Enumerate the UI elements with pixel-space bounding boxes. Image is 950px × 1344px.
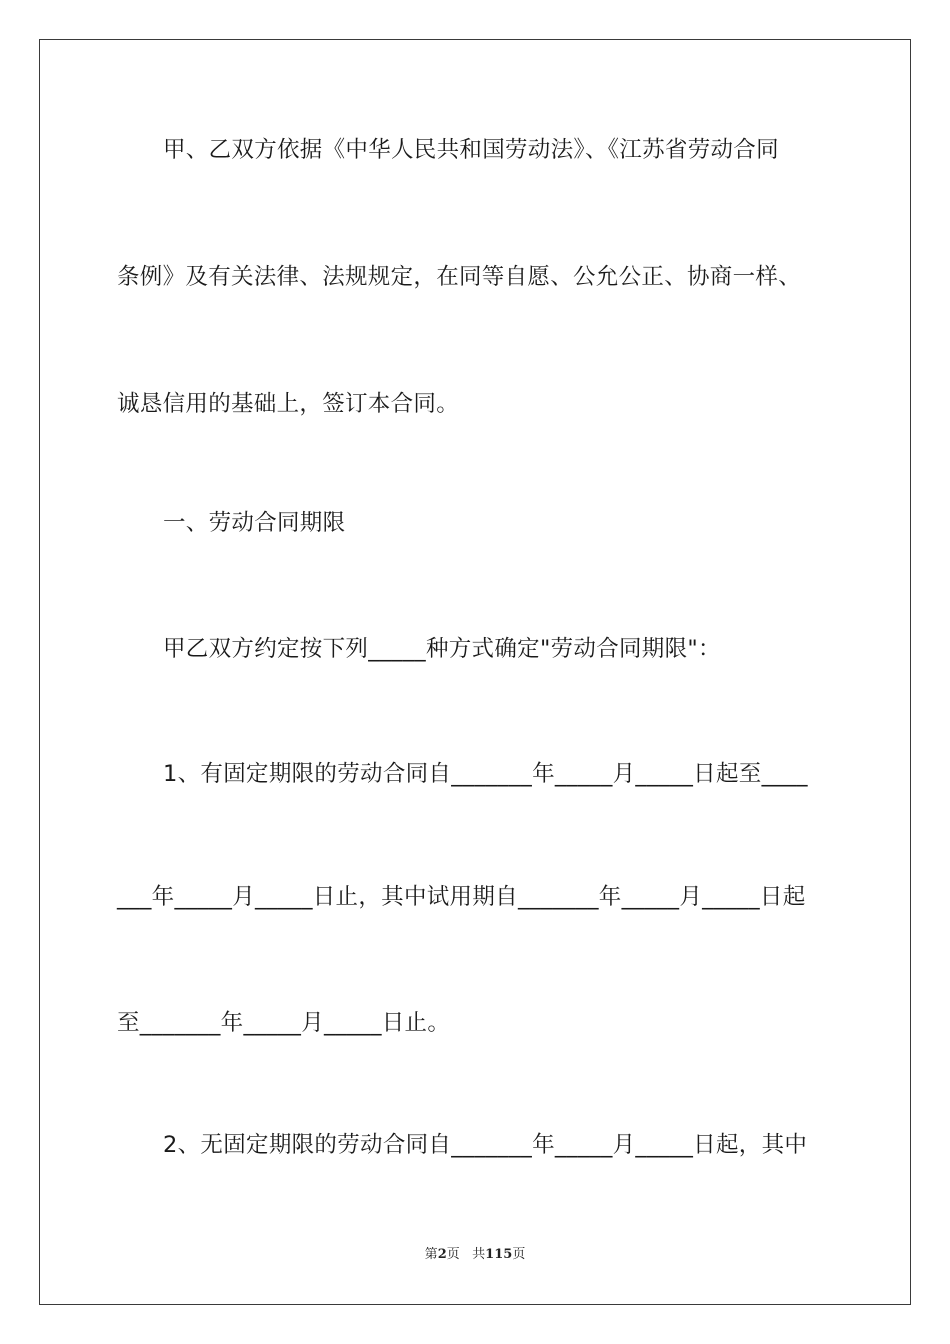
page-prefix: 第: [424, 1247, 438, 1262]
page-suffix: 页: [446, 1247, 460, 1262]
page-number: 2: [437, 1247, 447, 1262]
section-heading-contract-term: 一、劳动合同期限: [163, 510, 346, 536]
paragraph-line-3: 诚恳信用的基础上，签订本合同。: [117, 391, 460, 417]
paragraph-line-2: 条例》及有关法律、法规规定，在同等自愿、公允公正、协商一样、: [117, 264, 802, 290]
page-border: [39, 39, 911, 1305]
clause-1-line-2: ___年_____月_____日止，其中试用期自_______年_____月_____日起: [117, 884, 806, 910]
total-suffix: 页: [512, 1247, 526, 1262]
clause-1-line-3: 至_______年_____月_____日止。: [117, 1010, 451, 1036]
paragraph-line-1: 甲、乙双方依据《中华人民共和国劳动法》、《江苏省劳动合同: [163, 137, 779, 163]
total-prefix: 共: [472, 1247, 486, 1262]
clause-2-line-1: 2、无固定期限的劳动合同自_______年_____月_____日起，其中: [163, 1132, 808, 1158]
total-pages: 115: [485, 1247, 513, 1262]
clause-1-line-1: 1、有固定期限的劳动合同自_______年_____月_____日起至____: [163, 761, 808, 787]
page-footer: [0, 1246, 950, 1264]
paragraph-line-5: 甲乙双方约定按下列_____种方式确定"劳动合同期限"：: [163, 636, 721, 662]
